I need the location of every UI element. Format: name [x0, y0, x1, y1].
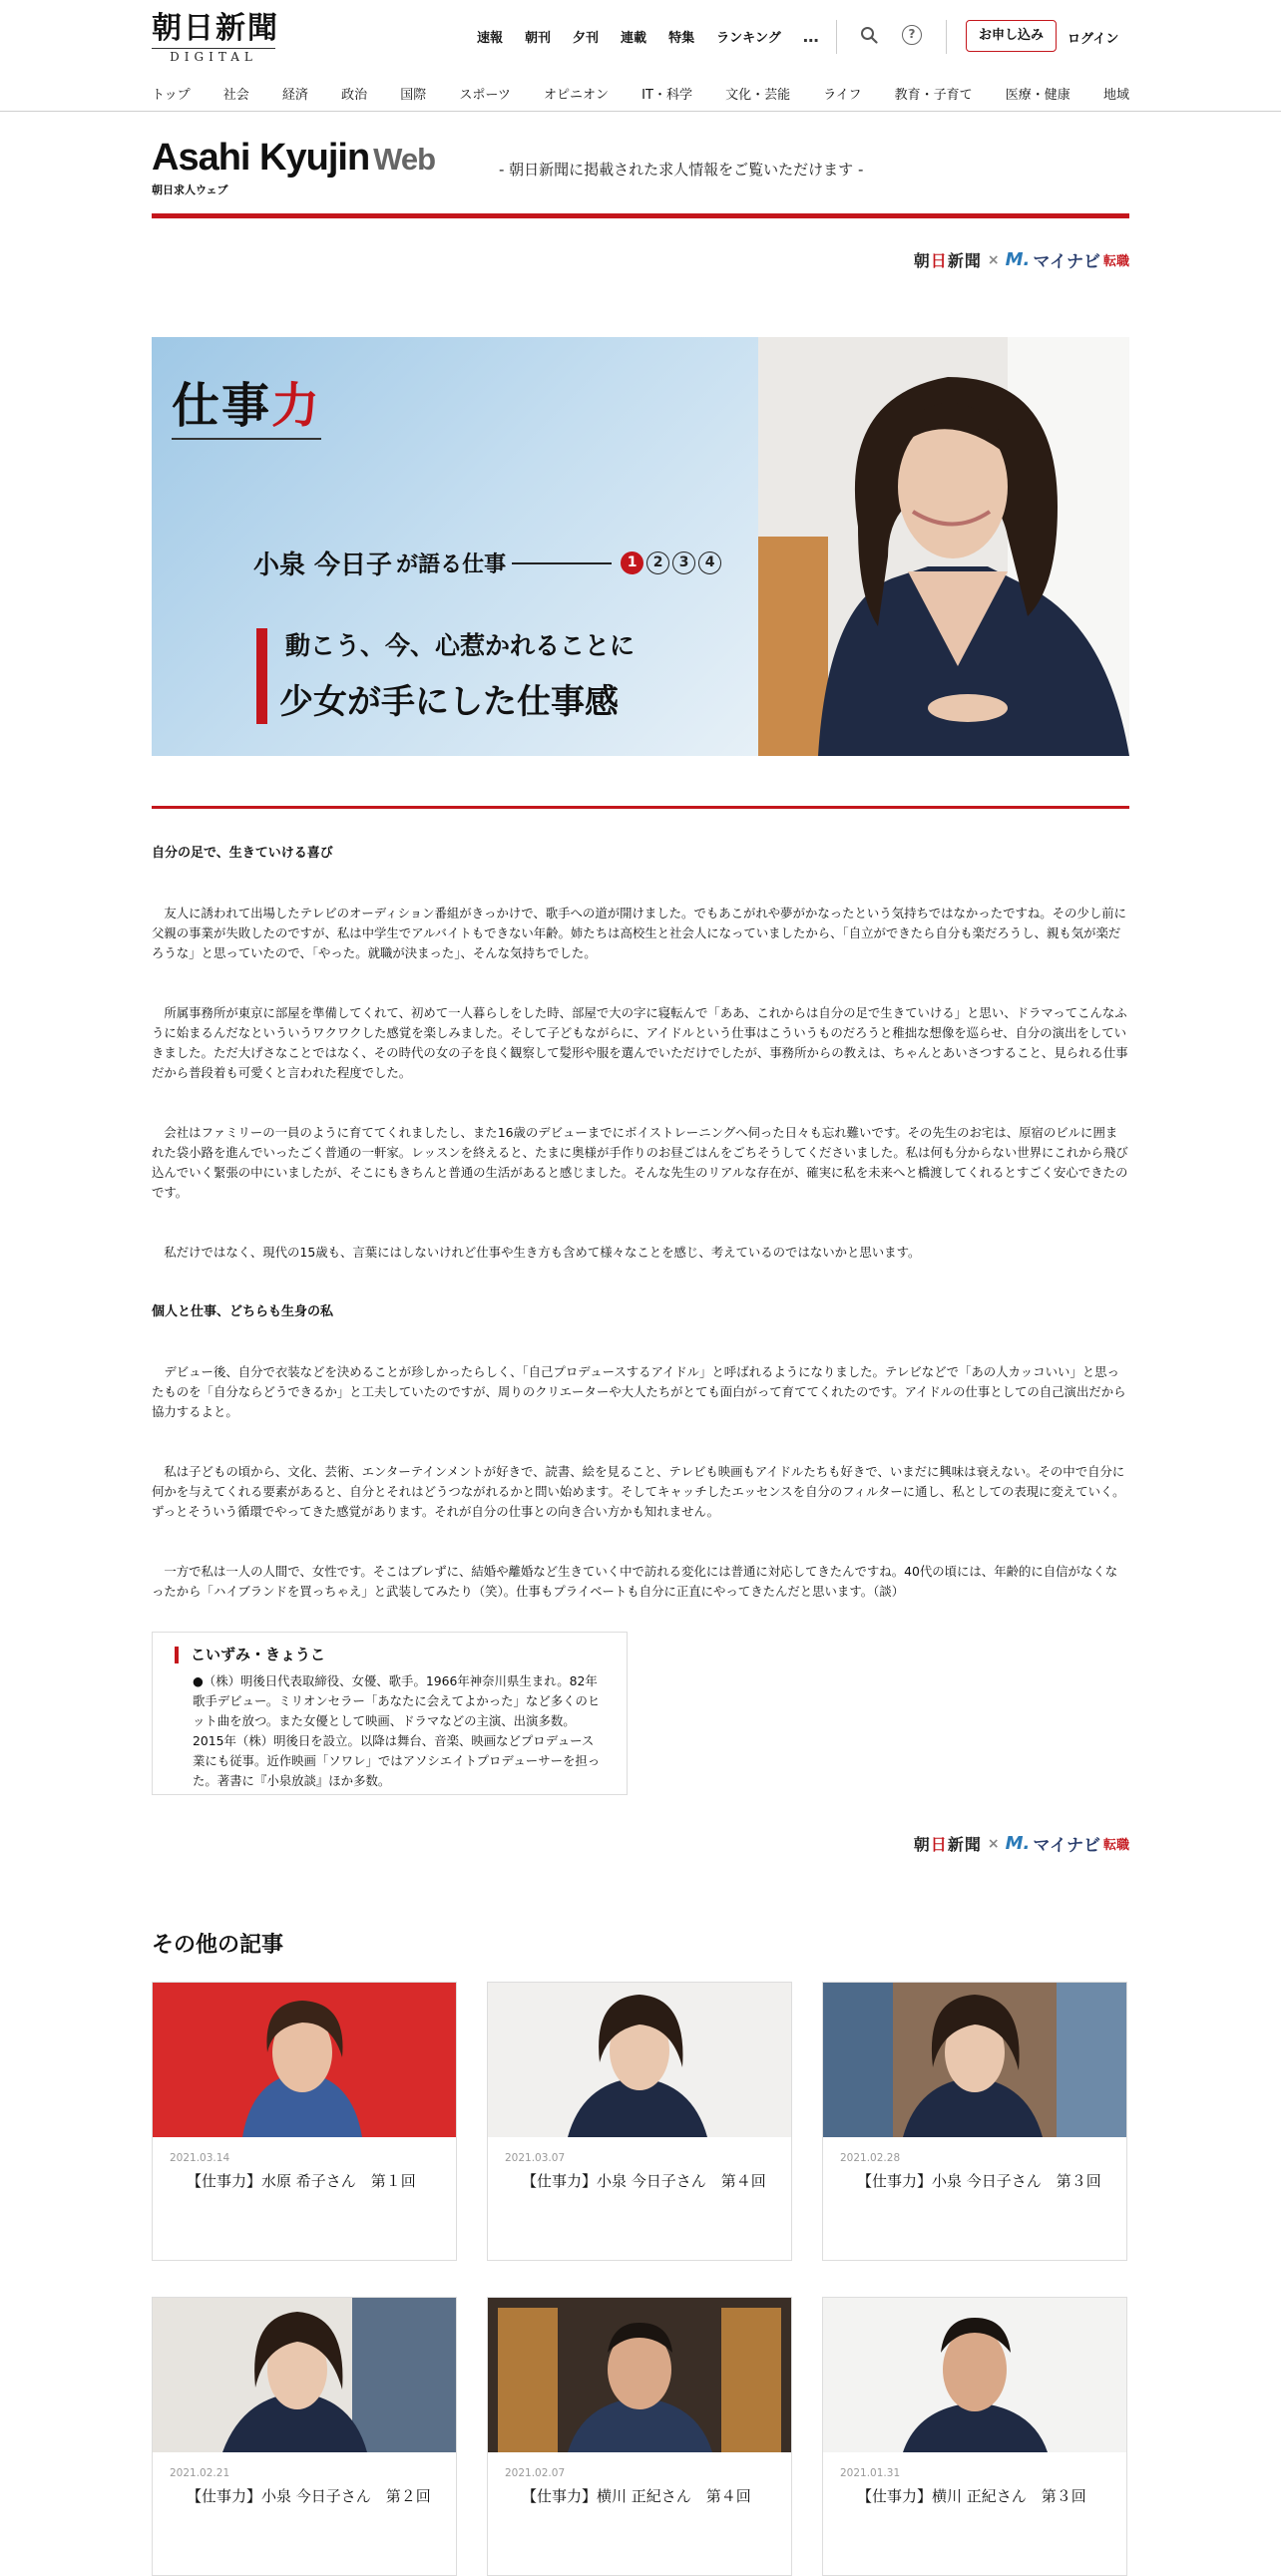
logo-main: 朝日新聞 [152, 11, 279, 46]
card-thumbnail [823, 2298, 1126, 2452]
mynavi-mark-icon: M. [1005, 1833, 1031, 1854]
cat-education[interactable]: 教育・子育て [894, 88, 973, 103]
tenshoku-label: 転職 [1102, 1838, 1129, 1853]
hero-says: が語る仕事 [396, 552, 507, 577]
article-card[interactable] [152, 1982, 457, 2261]
card-title[interactable]: 【仕事力】小泉 今日子さん 第４回 [522, 2172, 766, 2190]
cat-top[interactable]: トップ [152, 88, 191, 103]
category-nav [152, 84, 1129, 103]
profile-box [152, 1632, 628, 1795]
card-date: 2021.02.07 [505, 2467, 566, 2479]
header-divider [836, 20, 837, 54]
article-paragraph: 友人に誘われて出場したテレビのオーディション番組がきっかけで、歌手への道が開けました。でもあこがれや夢がかなったという気持ちではなかったですね。その少し前に父親の事業が失敗したのですが、私は中学生でアルバイトもできない年齢。姉たちは高校生と社会人になっていましたから、「自立ができたら自分も楽だろうし、親も気が楽だろうな」と思っていたので、「やった。就職が決まった」、そんな気持ちでした。 [152, 906, 1126, 960]
cat-health[interactable]: 医療・健康 [1005, 88, 1070, 103]
cat-culture[interactable]: 文化・芸能 [725, 88, 791, 103]
hero-red-bar [256, 628, 267, 724]
tenshoku-label: 転職 [1102, 254, 1129, 269]
more-menu-icon[interactable]: … [802, 26, 820, 46]
article-heading-1: 自分の足で、生きていける喜び [152, 846, 333, 861]
asahi-digital-logo[interactable] [152, 12, 283, 62]
article-body [152, 844, 1129, 1642]
card-title[interactable]: 【仕事力】横川 正紀さん 第３回 [857, 2487, 1086, 2505]
kyujin-title [152, 138, 435, 180]
partner-times: × [987, 1835, 1000, 1852]
card-thumbnail [823, 1983, 1126, 2137]
card-title[interactable]: 【仕事力】水原 希子さん 第１回 [187, 2172, 416, 2190]
site-header [0, 0, 1281, 112]
card-date: 2021.02.21 [170, 2467, 230, 2479]
article-card[interactable] [822, 1982, 1127, 2261]
cat-politics[interactable]: 政治 [341, 88, 368, 103]
cat-it-science[interactable]: IT・科学 [641, 88, 692, 103]
card-thumbnail [488, 1983, 791, 2137]
article-paragraph: 一方で私は一人の人間で、女性です。そこはブレずに、結婚や離婚など生きていく中で訪れる変化には普通に対応してきたんですね。40代の頃には、年齢的に自信がなくなったから「ハイブランドを買っちゃえ」と武装してみたり（笑）。仕事もプライベートも自分に正直にやってきたんだと思います。（談） [152, 1564, 1118, 1599]
top-nav-tokushu[interactable]: 特集 [668, 30, 695, 46]
card-title[interactable]: 【仕事力】小泉 今日子さん 第３回 [857, 2172, 1101, 2190]
card-date: 2021.01.31 [840, 2467, 901, 2479]
asahi-kyujin-logo[interactable] [152, 138, 435, 197]
hero-text-panel [152, 337, 758, 756]
partner-logos-bottom [914, 1831, 1129, 1856]
hero-person-name: 小泉 今日子 [253, 551, 393, 580]
article-card[interactable] [487, 1982, 792, 2261]
article-paragraph: 私だけではなく、現代の15歳も、言葉にはしないけれど仕事や生き方も含めて様々なことを感じ、考えているのではないかと思います。 [164, 1245, 921, 1260]
hero-headline-2: 少女が手にした仕事感 [279, 682, 619, 722]
partner-times: × [987, 251, 1000, 268]
partner-logos-top [914, 247, 1129, 272]
cat-international[interactable]: 国際 [400, 88, 427, 103]
kyujin-title-main: Asahi Kyujin [152, 137, 370, 179]
article-card[interactable] [152, 2297, 457, 2576]
top-nav-choukan[interactable]: 朝刊 [525, 30, 552, 46]
help-icon[interactable]: ? [902, 25, 922, 45]
article-paragraph: 所属事務所が東京に部屋を準備してくれて、初めて一人暮らしをした時、部屋で大の字に寝転んで「ああ、これからは自分の足で生きていける」と思い、ドラマってこんなふうに始まるんだなといういうワクワクした感覚を楽しみました。そして子どもながらに、アイドルという仕事はこういうものだろうと稚拙な想像を巡らせ、自分の演出をしていきました。ただ大げさなことではなく、その時代の女の子を良く観察して髪形や服を選んでいただけでしたが、事務所からの教えは、ちゃんとあいさつすること、見られる仕事だから普段着も可愛くと言われた程度でした。 [152, 1005, 1128, 1080]
top-nav [477, 26, 820, 46]
apply-button[interactable]: お申し込み [966, 20, 1057, 52]
hero-banner [152, 337, 1129, 756]
other-articles-title: その他の記事 [152, 1933, 284, 1958]
card-date: 2021.03.14 [170, 2152, 230, 2164]
episode-number-4: 4 [698, 552, 721, 574]
cat-society[interactable]: 社会 [222, 88, 249, 103]
top-nav-yuukan[interactable]: 夕刊 [573, 30, 600, 46]
episode-number-2: 2 [646, 552, 669, 574]
card-thumbnail [153, 1983, 456, 2137]
top-nav-rensai[interactable]: 連載 [621, 30, 647, 46]
login-link[interactable]: ログイン [1068, 32, 1119, 47]
cat-sports[interactable]: スポーツ [459, 88, 511, 103]
portrait-illustration [758, 337, 1129, 756]
cat-region[interactable]: 地域 [1102, 88, 1129, 103]
hero-dash [512, 562, 612, 564]
cat-life[interactable]: ライフ [823, 88, 862, 103]
card-date: 2021.02.28 [840, 2152, 901, 2164]
cat-opinion[interactable]: オピニオン [544, 88, 610, 103]
hero-portrait-photo [758, 337, 1129, 756]
mynavi-logo: マイナビ [1033, 252, 1100, 272]
article-paragraph: デビュー後、自分で衣装などを決めることが珍しかったらしく、「自己プロデュースするアイドル」と呼ばれるようになりました。テレビなどで「あの人カッコいい」と思ったものを「自分ならどうできるか」と工夫していたのですが、周りのクリエーターや大人たちがとても面白がって育ててくれたのです。アイドルの仕事としての自己演出だから協力するよと。 [152, 1364, 1126, 1419]
red-divider [152, 806, 1129, 809]
hero-headline-1: 動こう、今、心惹かれることに [285, 631, 636, 660]
header-divider [946, 20, 947, 54]
cat-economy[interactable]: 経済 [281, 88, 308, 103]
card-thumbnail [153, 2298, 456, 2452]
search-icon[interactable] [860, 26, 878, 44]
episode-number-3: 3 [672, 552, 695, 574]
logo-sub: DIGITAL [152, 48, 275, 64]
article-heading-2: 個人と仕事、どちらも生身の私 [152, 1304, 334, 1319]
kyujin-subtitle: 朝日求人ウェブ [152, 184, 228, 196]
mynavi-logo: マイナビ [1033, 1836, 1100, 1856]
article-paragraph: 私は子どもの頃から、文化、芸術、エンターテインメントが好きで、読書、絵を見ること、テレビも映画もアイドルたちも好きで、いまだに興味は衰えない。その中で自分に何かを与えてくれる要素があると、自分とそれはどうつながれるかと問い始めます。そしてキャッチしたエッセンスを自分のフィルターに通し、私としての表現に変えていく。ずっとそういう循環でやってきた感覚があります。それが自分の仕事との向き合い方かも知れません。 [152, 1464, 1125, 1519]
card-thumbnail [488, 2298, 791, 2452]
asahi-partner-logo: 朝日新聞 [913, 1835, 982, 1854]
article-card[interactable] [822, 2297, 1127, 2576]
top-nav-sokuho[interactable]: 速報 [477, 30, 504, 46]
shigoto-ryoku-logo: 仕事力 [172, 367, 321, 440]
card-title[interactable]: 【仕事力】小泉 今日子さん 第２回 [187, 2487, 431, 2505]
top-nav-ranking[interactable]: ランキング [716, 30, 781, 46]
asahi-partner-logo: 朝日新聞 [913, 251, 982, 270]
card-title[interactable]: 【仕事力】横川 正紀さん 第４回 [522, 2487, 751, 2505]
article-paragraph: 会社はファミリーの一員のように育ててくれましたし、また16歳のデビューまでにボイストレーニングへ伺った日々も忘れ難いです。その先生のお宅は、原宿のビルに囲まれた袋小路を進んでいったごく普通の一軒家。レッスンを終えると、たまに奥様が手作りのお昼ごはんをごちそうしてくださいました。私は何も分からない世界にこれから飛び込んでいく緊張の中にいましたが、そこにもきちんと普通の生活があると感じました。そんな先生のリアルな存在が、確実に私を未来へと橋渡してくれるとすごく安心できたのです。 [152, 1125, 1128, 1200]
hero-series-line [253, 545, 721, 581]
episode-number-1: 1 [621, 552, 643, 574]
card-date: 2021.03.07 [505, 2152, 566, 2164]
profile-bio: ●（株）明後日代表取締役、女優、歌手。1966年神奈川県生まれ。82年歌手デビュー。ミリオンセラー「あなたに会えてよかった」など多くのヒット曲を放つ。また女優として映画、ドラマなどの主演、出演多数。2015年（株）明後日を設立。以降は舞台、音楽、映画などプロデュース業にも従事。近作映画「ソワレ」ではアソシエイトプロデューサーを担った。著書に『小泉放談』ほか多数。 [193, 1673, 601, 1788]
kyujin-tagline: - 朝日新聞に掲載された求人情報をご覧いただけます - [499, 161, 864, 179]
mynavi-mark-icon: M. [1005, 249, 1031, 270]
kyujin-title-web: Web [373, 142, 436, 177]
red-divider [152, 213, 1129, 218]
profile-name: こいずみ・きょうこ [175, 1647, 605, 1663]
article-card[interactable] [487, 2297, 792, 2576]
